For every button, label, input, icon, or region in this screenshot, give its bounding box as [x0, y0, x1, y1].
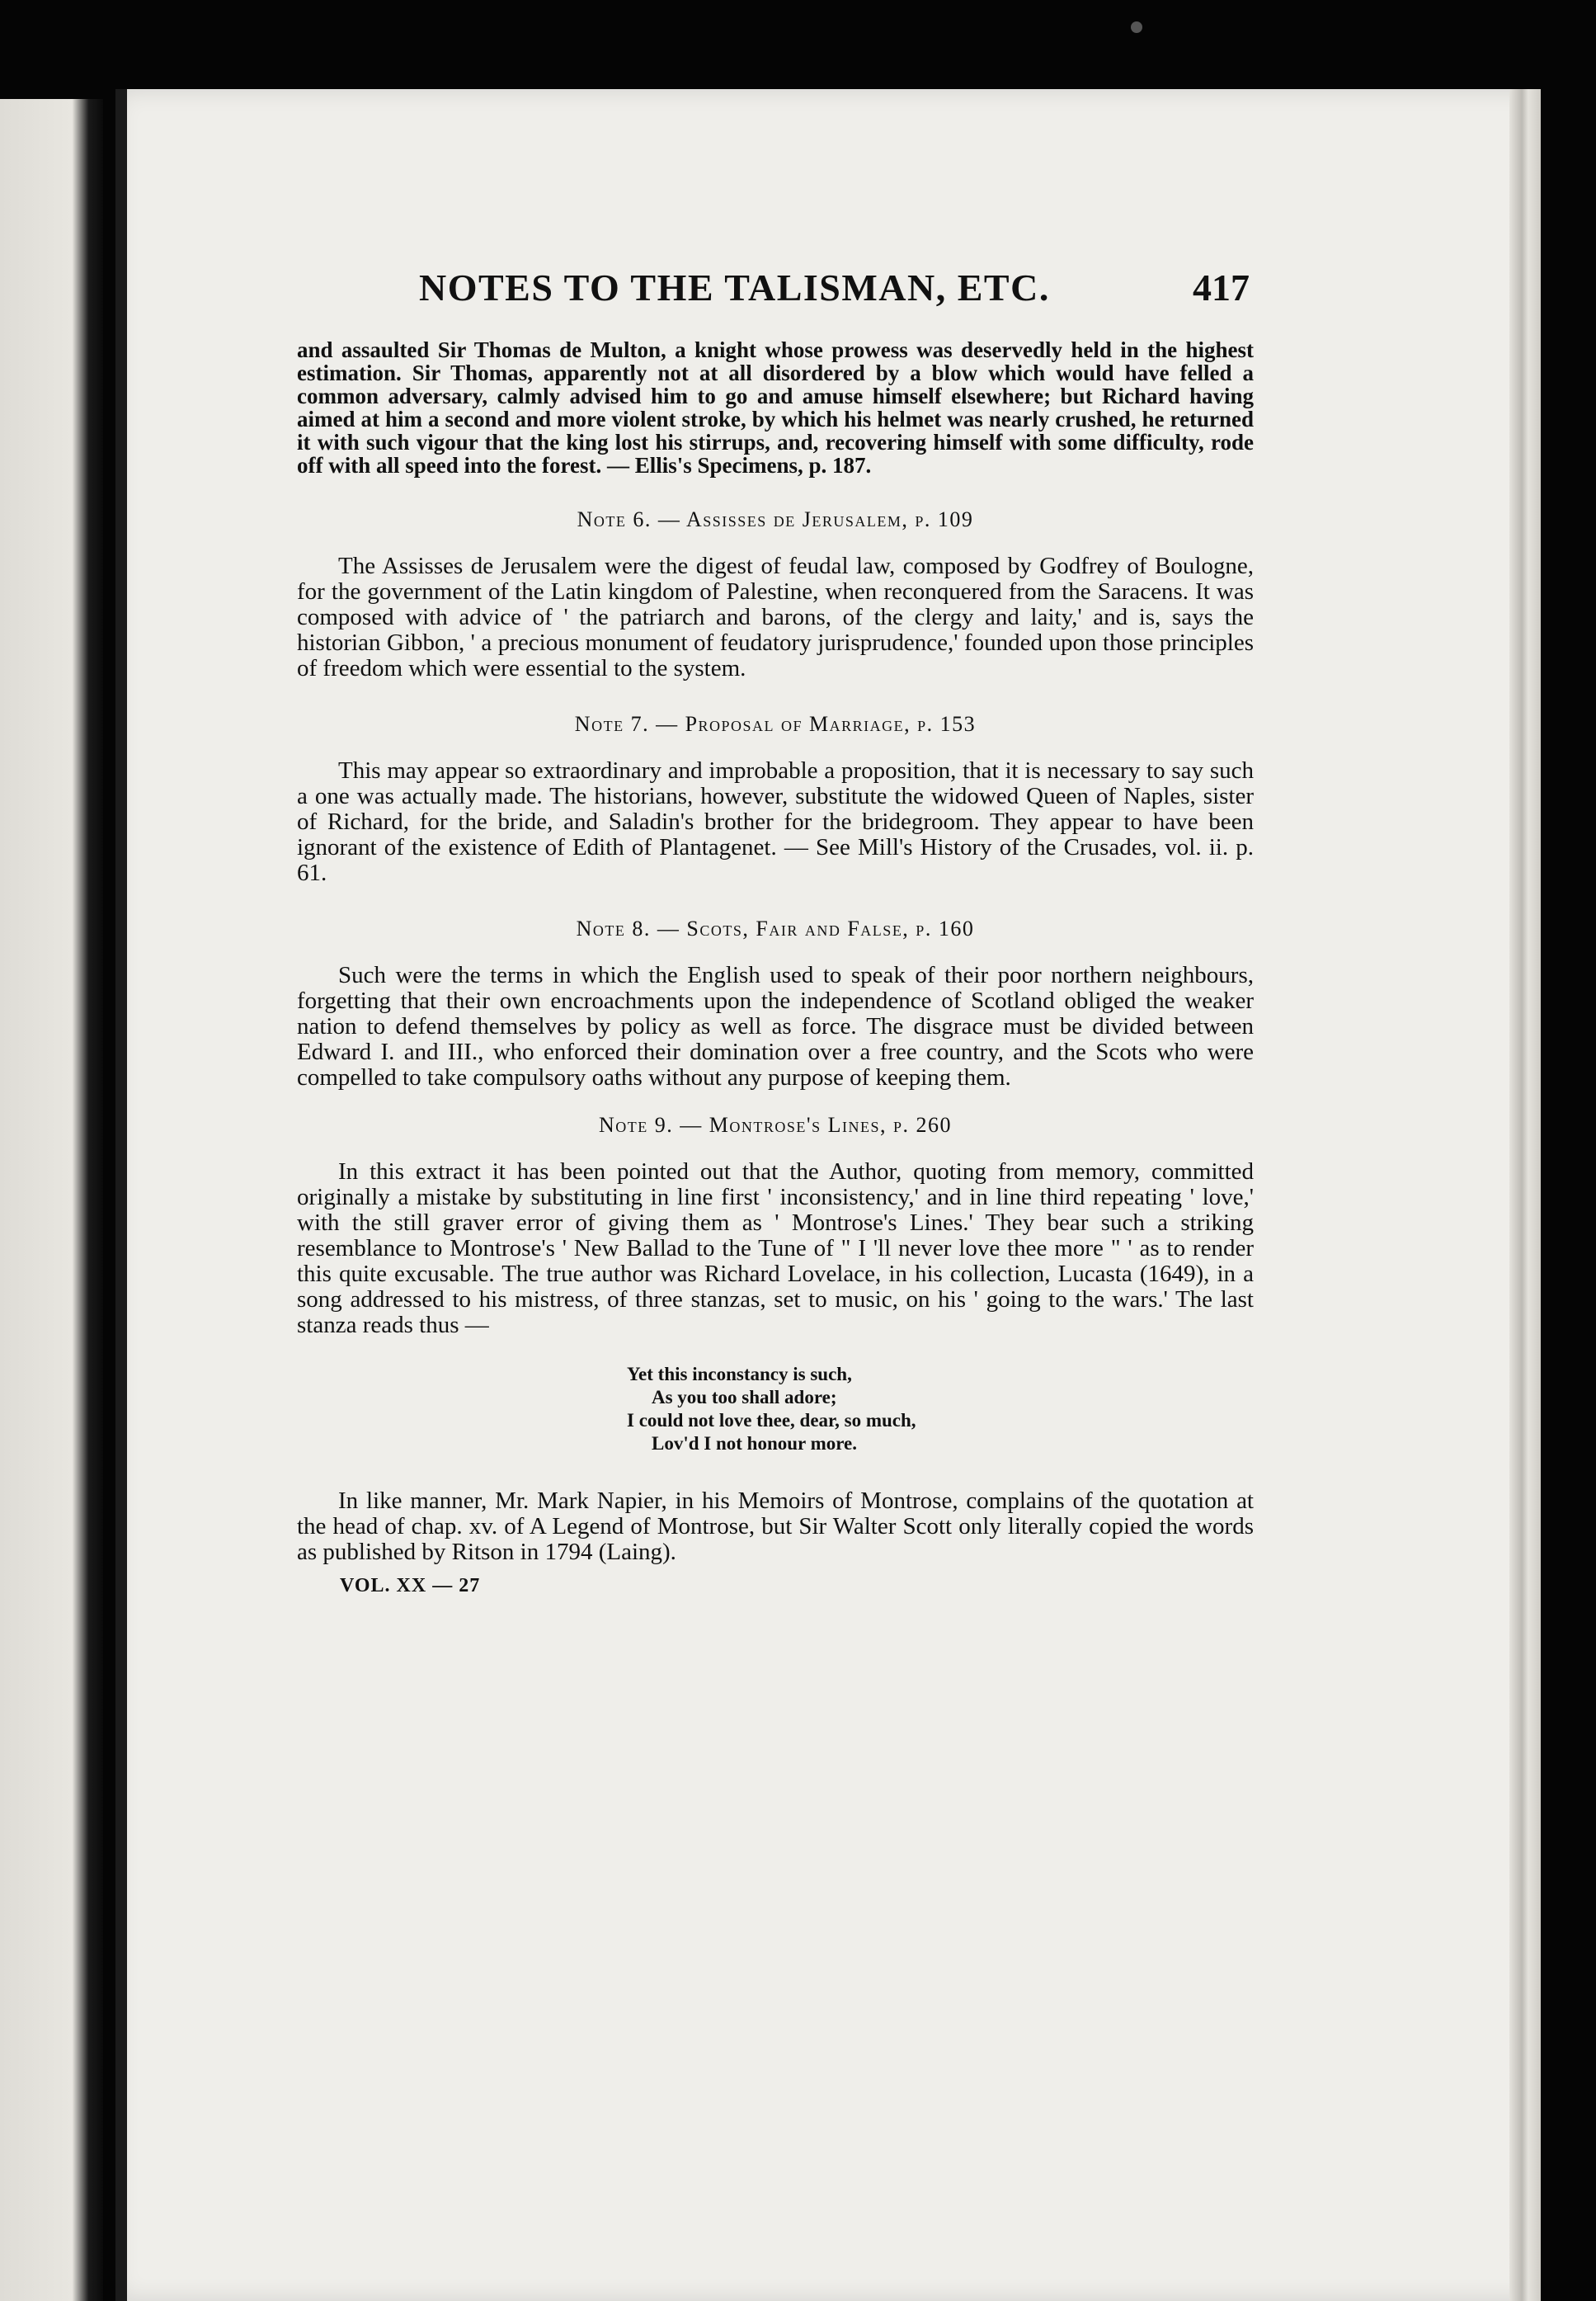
intro-paragraph: and assaulted Sir Thomas de Multon, a knight whose prowess was deservedly held in the highest estimation. Sir Thomas, apparently not at all disordered by a blow which would have felled a common adversary, calmly advised him to go and amuse himself elsewhere; but Richard having aimed at him a second and more violent stroke, by which his helmet was nearly crushed, he returned it with such vigour that the king lost his stirrups, and, recovering himself with some difficulty, rode off with all speed into the forest. — Ellis's Specimens, p. 187.: [297, 337, 1254, 478]
note-9-body: In this extract it has been pointed out that the Author, quoting from memory, committed originally a mistake by substituting in line first ' inconsistency,' and in line third repeating ' love,' with the still graver error of giving them as ' Montrose's Lines.' They bear such a striking resemblance to Montrose's ' New Ballad to the Tune of " I 'll never love thee more " ' as to render this quite excusable. The true author was Richard Lovelace, in his collection, Lucasta (1649), in a song addressed to his mistress, of three stanzas, set to music, on his ' going to the wars.' The last stanza reads thus —: [297, 1158, 1254, 1338]
closing-paragraph: In like manner, Mr. Mark Napier, in his Memoirs of Montrose, complains of the quotation at the head of chap. xv. of A Legend of Montrose, but Sir Walter Scott only literally copied the words as published by Ritson in 1794 (Laing).: [297, 1488, 1254, 1565]
verse-line: As you too shall adore;: [652, 1387, 837, 1407]
note-9-heading: Note 9. — Montrose's Lines, p. 260: [599, 1113, 952, 1137]
page-content: [297, 338, 1254, 1599]
verse-line: I could not love thee, dear, so much,: [627, 1410, 916, 1431]
note-8-body: Such were the terms in which the English used to speak of their poor northern neighbours, forgetting that their own encroachments upon the independence of Scotland obliged the weaker nation to defend themselves by policy as well as force. The disgrace must be divided between Edward I. and III., who enforced their domination over a free country, and the Scots who were compelled to take compulsory oaths without any purpose of keeping them.: [297, 962, 1254, 1091]
running-head: [419, 266, 1250, 323]
note-7-heading: Note 7. — Proposal of Marriage, p. 153: [574, 712, 977, 736]
page-number: 417: [1193, 266, 1250, 309]
page-gutter: [115, 89, 127, 2301]
verse-stanza: [627, 1363, 1254, 1455]
verse-line: Lov'd I not honour more.: [652, 1433, 858, 1454]
note-6-heading: Note 6. — Assisses de Jerusalem, p. 109: [577, 507, 974, 531]
verse-line: Yet this inconstancy is such,: [627, 1364, 852, 1384]
volume-signature: VOL. XX — 27: [340, 1575, 481, 1596]
page-right-edge: [1509, 89, 1541, 2301]
note-7-body: This may appear so extraordinary and improbable a proposition, that it is necessary to say such a one was actually made. The historians, however, substitute the widowed Queen of Naples, sister of Richard, for the bride, and Saladin's brother for the bridegroom. They appear to have been ignorant of the existence of Edith of Plantagenet. — See Mill's History of the Crusades, vol. ii. p. 61.: [297, 757, 1254, 886]
note-8-heading: Note 8. — Scots, Fair and False, p. 160: [576, 917, 975, 941]
running-title: NOTES TO THE TALISMAN, ETC.: [419, 266, 1050, 309]
note-6-body: The Assisses de Jerusalem were the digest of feudal law, composed by Godfrey of Boulogne, for the government of the Latin kingdom of Palestine, when reconquered from the Saracens. It was composed with advice of ' the patriarch and barons, of the clergy and laity,' and is, says the historian Gibbon, ' a precious monument of feudatory jurisprudence,' founded upon those principles of freedom which were essential to the system.: [297, 553, 1254, 681]
left-page-edge: [0, 99, 103, 2301]
scan-smudge: [1131, 21, 1142, 33]
